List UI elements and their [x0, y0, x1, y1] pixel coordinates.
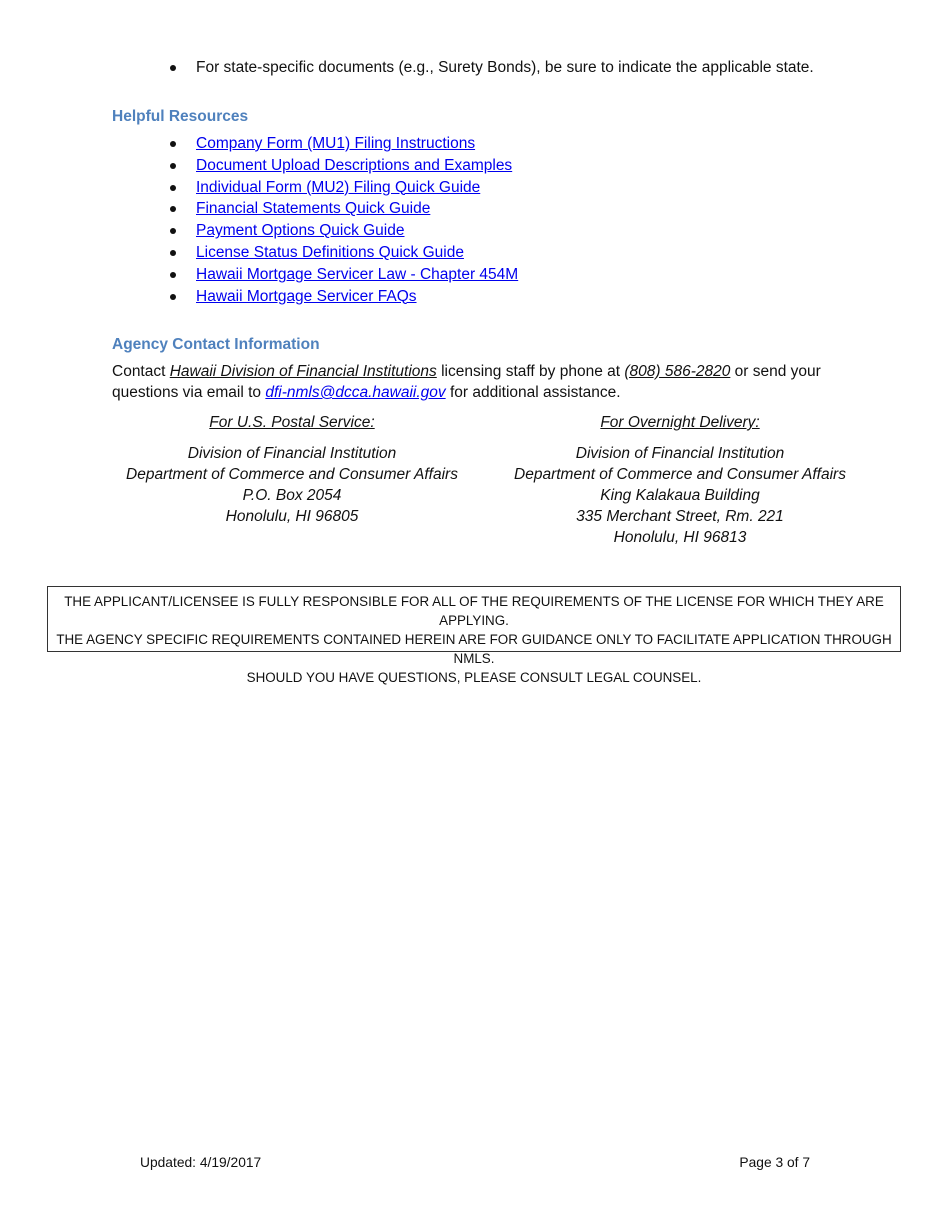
document-upload-descriptions-link[interactable]: Document Upload Descriptions and Examples — [196, 156, 513, 174]
address-line: Department of Commerce and Consumer Affairs — [126, 466, 458, 483]
phone-number: (808) 586-2820 — [624, 363, 731, 380]
financial-statements-guide-link[interactable]: Financial Statements Quick Guide — [196, 200, 431, 218]
list-item — [112, 264, 892, 286]
address-line: 335 Merchant Street, Rm. 221 — [576, 508, 784, 525]
list-item — [112, 198, 892, 220]
address-line: Division of Financial Institution — [187, 445, 397, 462]
state-specific-bullet-list — [112, 57, 892, 79]
agency-contact-paragraph — [112, 361, 852, 403]
address-line: Honolulu, HI 96805 — [225, 508, 359, 525]
postal-service-address — [112, 412, 472, 527]
footer-updated-date: Updated: 4/19/2017 — [140, 1155, 262, 1170]
disclaimer-line: THE AGENCY SPECIFIC REQUIREMENTS CONTAINED HEREIN ARE FOR GUIDANCE ONLY TO FACILITATE APPLICATION THROUGH NMLS. — [56, 632, 892, 666]
agency-contact-heading: Agency Contact Information — [112, 336, 320, 353]
address-line: King Kalakaua Building — [600, 487, 760, 504]
hawaii-servicer-law-link[interactable]: Hawaii Mortgage Servicer Law - Chapter 454M — [196, 265, 519, 283]
agency-name: Hawaii Division of Financial Institutions — [169, 363, 437, 380]
disclaimer-line: SHOULD YOU HAVE QUESTIONS, PLEASE CONSULT LEGAL COUNSEL. — [246, 670, 702, 685]
address-line: P.O. Box 2054 — [242, 487, 342, 504]
contact-text: or send your questions via email to — [112, 363, 821, 401]
list-item — [112, 286, 892, 308]
postal-title: For U.S. Postal Service: — [209, 414, 375, 431]
email-link[interactable]: dfi-nmls@dcca.hawaii.gov — [265, 384, 446, 401]
hawaii-servicer-faqs-link[interactable]: Hawaii Mortgage Servicer FAQs — [196, 287, 417, 305]
list-item — [112, 177, 892, 199]
footer-page-number: Page 3 of 7 — [739, 1155, 810, 1170]
payment-options-guide-link[interactable]: Payment Options Quick Guide — [196, 222, 405, 240]
address-line: Department of Commerce and Consumer Affairs — [514, 466, 846, 483]
list-item: For state-specific documents (e.g., Surety Bonds), be sure to indicate the applicable state. — [112, 57, 892, 79]
mu1-filing-instructions-link[interactable]: Company Form (MU1) Filing Instructions — [196, 135, 476, 152]
disclaimer-line: THE APPLICANT/LICENSEE IS FULLY RESPONSIBLE FOR ALL OF THE REQUIREMENTS OF THE LICENSE FOR WHICH THEY ARE APPLYING. — [64, 594, 884, 628]
contact-text: for additional assistance. — [445, 384, 621, 401]
address-line: Honolulu, HI 96813 — [613, 529, 747, 546]
contact-text: Contact — [112, 363, 170, 380]
list-item — [112, 242, 892, 264]
overnight-delivery-address — [500, 412, 860, 548]
mu2-filing-quick-guide-link[interactable]: Individual Form (MU2) Filing Quick Guide — [196, 178, 481, 196]
license-status-definitions-link[interactable]: License Status Definitions Quick Guide — [196, 243, 464, 261]
helpful-resources-list — [112, 133, 892, 307]
contact-text: licensing staff by phone at — [436, 363, 625, 380]
list-item — [112, 155, 892, 177]
list-item — [112, 220, 892, 242]
helpful-resources-heading: Helpful Resources — [112, 108, 249, 125]
list-item — [112, 133, 892, 155]
disclaimer-box — [47, 586, 901, 685]
overnight-title: For Overnight Delivery: — [600, 414, 760, 431]
address-line: Division of Financial Institution — [575, 445, 785, 462]
